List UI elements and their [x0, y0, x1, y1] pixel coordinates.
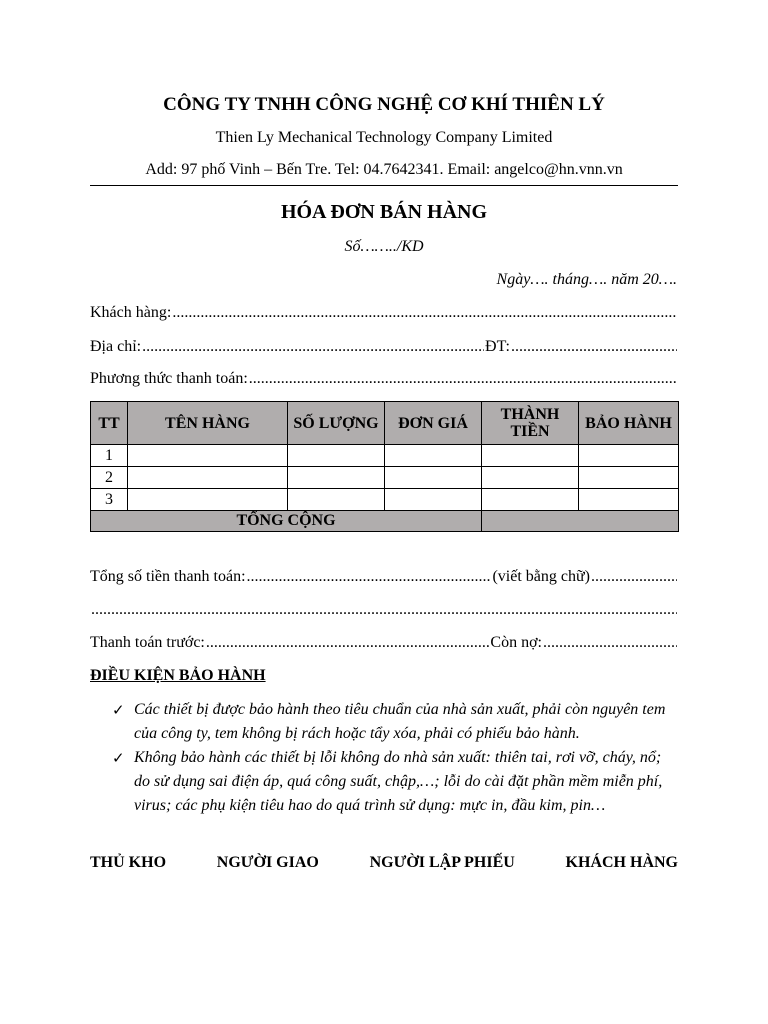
cell — [385, 467, 482, 489]
cell — [385, 445, 482, 467]
total-amount-line — [90, 568, 678, 586]
col-header-unit-price: ĐƠN GIÁ — [385, 402, 482, 445]
in-words-label: (viết bằng chữ) — [492, 568, 590, 585]
header-divider — [90, 185, 678, 186]
invoice-date: Ngày…. tháng…. năm 20…. — [496, 271, 677, 288]
customer-label: Khách hàng: — [90, 304, 172, 321]
prepaid-dots — [206, 634, 490, 652]
col-header-index: TT — [91, 402, 128, 445]
remaining-label: Còn nợ: — [490, 634, 542, 651]
company-address: Add: 97 phố Vinh – Bến Tre. Tel: 04.7642341. Email: angelco@hn.vnn.vn — [145, 161, 623, 178]
total-value — [482, 511, 679, 532]
signature-customer: KHÁCH HÀNG — [565, 854, 678, 871]
col-header-name: TÊN HÀNG — [128, 402, 288, 445]
cell — [288, 467, 385, 489]
prepaid-line — [90, 634, 678, 652]
cell — [385, 489, 482, 511]
in-words-dots — [591, 568, 677, 586]
table-header-row — [91, 402, 679, 445]
table-total-row — [91, 511, 679, 532]
address-line — [90, 338, 678, 356]
check-icon: ✓ — [112, 749, 125, 767]
invoice-serial: Số……../KD — [344, 238, 424, 255]
row-index: 1 — [91, 445, 128, 467]
customer-dots — [172, 304, 677, 322]
address-label: Địa chỉ: — [90, 338, 142, 355]
prepaid-label: Thanh toán trước: — [90, 634, 205, 651]
warranty-item-text: Không bảo hành các thiết bị lỗi không do nhà sản xuất: thiên tai, rơi vỡ, cháy, nổ; do sử dụng sai điện áp, quá công suất, chập,…; lỗi do cài đặt phần mềm miễn phí, virus; các phụ kiện tiêu hao do quá trình sử dụng: mực in, đầu kim, pin… — [134, 749, 663, 814]
total-amount-label: Tổng số tiền thanh toán: — [90, 568, 246, 585]
payment-line — [90, 370, 678, 388]
address-dots — [142, 338, 484, 356]
check-icon: ✓ — [112, 701, 125, 719]
cell — [288, 445, 385, 467]
company-name-en: Thien Ly Mechanical Technology Company Limited — [215, 129, 553, 146]
signature-warehouse: THỦ KHO — [90, 854, 167, 871]
col-header-quantity: SỐ LƯỢNG — [288, 402, 385, 445]
list-item — [112, 746, 680, 818]
company-name: CÔNG TY TNHH CÔNG NGHỆ CƠ KHÍ THIÊN LÝ — [163, 94, 605, 115]
total-amount-dots — [247, 568, 492, 586]
total-label: TỔNG CỘNG — [91, 511, 482, 532]
cell — [579, 489, 679, 511]
cell — [579, 445, 679, 467]
payment-label: Phương thức thanh toán: — [90, 370, 248, 387]
items-table — [90, 401, 679, 532]
warranty-heading: ĐIỀU KIỆN BẢO HÀNH — [90, 667, 266, 684]
signature-preparer: NGƯỜI LẬP PHIẾU — [369, 854, 515, 871]
warranty-list — [112, 698, 680, 818]
remaining-dots — [543, 634, 677, 652]
payment-dots — [249, 370, 677, 388]
table-row — [91, 445, 679, 467]
cell — [482, 467, 579, 489]
total-amount-line-2 — [90, 601, 678, 619]
cell — [128, 445, 288, 467]
total-amount-dots-2 — [91, 601, 677, 619]
list-item — [112, 698, 680, 746]
cell — [128, 489, 288, 511]
cell — [128, 467, 288, 489]
phone-dots — [511, 338, 677, 356]
col-header-warranty: BẢO HÀNH — [579, 402, 679, 445]
cell — [288, 489, 385, 511]
signature-row — [90, 854, 678, 872]
cell — [482, 445, 579, 467]
row-index: 3 — [91, 489, 128, 511]
cell — [482, 489, 579, 511]
cell — [579, 467, 679, 489]
invoice-title: HÓA ĐƠN BÁN HÀNG — [280, 201, 488, 223]
table-row — [91, 467, 679, 489]
col-header-amount: THÀNH TIỀN — [482, 402, 579, 445]
row-index: 2 — [91, 467, 128, 489]
phone-label: ĐT: — [485, 338, 510, 355]
table-row — [91, 489, 679, 511]
warranty-item-text: Các thiết bị được bảo hành theo tiêu chuẩn của nhà sản xuất, phải còn nguyên tem của công ty, tem không bị rách hoặc tẩy xóa, phải có phiếu bảo hành. — [134, 701, 666, 742]
signature-deliverer: NGƯỜI GIAO — [216, 854, 319, 871]
customer-line — [90, 304, 678, 322]
